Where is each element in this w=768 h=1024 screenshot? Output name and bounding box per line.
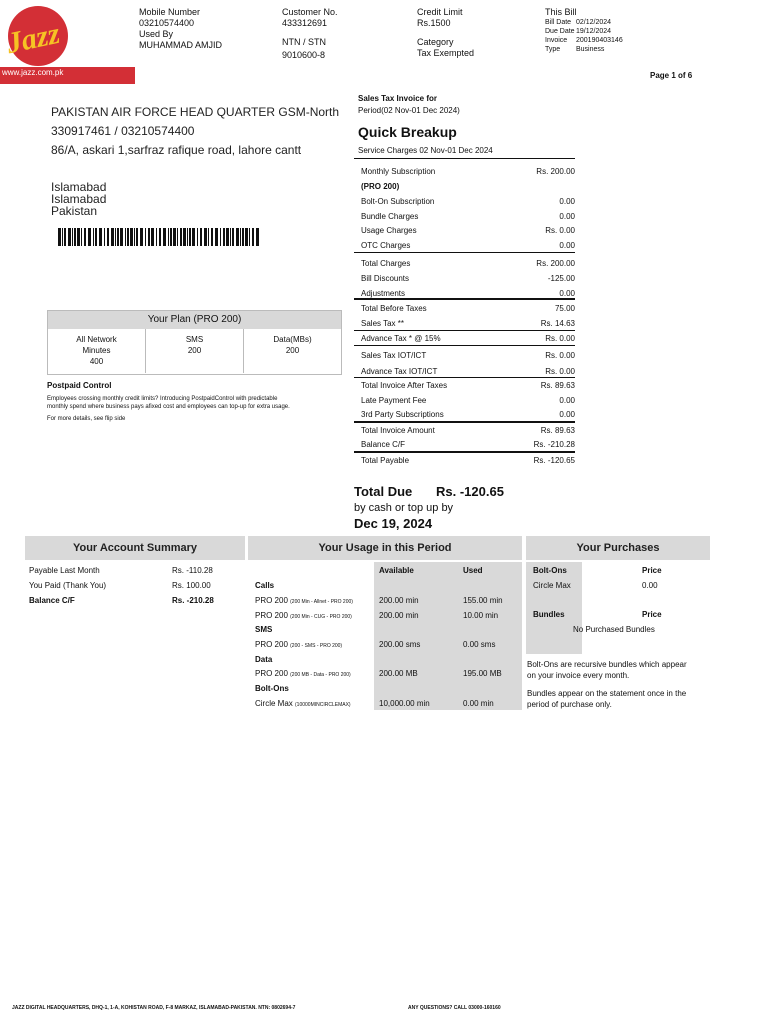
breakup-label: Monthly Subscription: [361, 167, 436, 176]
breakup-value: 0.00: [559, 289, 575, 298]
footer-address: JAZZ DIGITAL HEADQUARTERS, DHQ-1, 1-A, KOHISTAN ROAD, F-8 MARKAZ, ISLAMABAD-PAKISTAN. NTN: 0802694-7: [12, 1005, 296, 1011]
barcode-bar: [127, 228, 129, 246]
usage-available: 200.00 min: [379, 596, 419, 605]
bill-date-label: Bill Date: [545, 19, 572, 26]
plan-box: [47, 310, 342, 375]
plan-sms: [146, 329, 244, 373]
customer-block: [282, 7, 338, 61]
website-link[interactable]: www.jazz.com.pk: [2, 68, 64, 77]
breakup-value: 75.00: [554, 304, 575, 313]
barcode-bar: [163, 228, 166, 246]
breakup-row-monthly-subscription: [354, 164, 575, 179]
purchases-boltons-head: Bolt-Ons: [533, 566, 567, 575]
total-due-label: Total Due: [354, 484, 413, 499]
barcode-bar: [208, 228, 209, 246]
breakup-value: Rs. 0.00: [545, 334, 575, 343]
summary-label-paid: You Paid (Thank You): [29, 581, 107, 590]
usage-grey-column: [374, 562, 522, 710]
usage-used: 155.00 min: [463, 596, 503, 605]
barcode: [58, 228, 260, 246]
invoice-label: Invoice: [545, 37, 568, 44]
postpaid-title: Postpaid Control: [47, 381, 112, 390]
purchases-price-head: Price: [642, 566, 662, 575]
barcode-bar: [252, 228, 254, 246]
mobile-number-label: Mobile Number: [139, 7, 201, 17]
summary-value-payable: Rs. -110.28: [172, 566, 213, 575]
barcode-bar: [93, 228, 94, 246]
breakup-label: OTC Charges: [361, 241, 411, 250]
summary-label-balance: Balance C/F: [29, 596, 75, 605]
breakup-label: Bundle Charges: [361, 212, 419, 221]
breakup-row-sales-tax-iot: [354, 348, 575, 363]
city-1: Islamabad: [51, 180, 107, 194]
breakup-label: Adjustments: [361, 289, 406, 298]
credit-block: [417, 7, 474, 59]
plan-minutes-label-2: Minutes: [82, 346, 111, 355]
breakup-label: Advance Tax IOT/ICT: [361, 367, 438, 376]
purchases-note-1b: on your invoice every month.: [527, 671, 630, 680]
postpaid-text-2: monthly spend where business pays afixed cost and employees can top-up for extra usage.: [47, 404, 290, 410]
plan-data: [244, 329, 341, 373]
usage-item-name: PRO 200: [255, 640, 288, 649]
purchases-note-2a: Bundles appear on the statement once in the: [527, 689, 687, 698]
divider: [354, 252, 575, 253]
breakup-row-bolt-on: [354, 194, 575, 209]
usage-row-name: [255, 669, 351, 680]
breakup-value: -125.00: [547, 274, 575, 283]
barcode-bar: [64, 228, 66, 246]
plan-title: Your Plan (PRO 200): [48, 311, 341, 329]
breakup-row-balance-cf: [354, 437, 575, 452]
divider: [354, 345, 575, 346]
barcode-bar: [84, 228, 86, 246]
barcode-bar: [125, 228, 126, 246]
ntn-value: 9010600-8: [282, 50, 326, 60]
customer-no: 433312691: [282, 18, 328, 28]
barcode-bar: [136, 228, 138, 246]
barcode-bar: [204, 228, 207, 246]
used-by-label: Used By: [139, 29, 174, 39]
barcode-bar: [189, 228, 191, 246]
this-bill-block: [545, 7, 623, 54]
summary-label-payable: Payable Last Month: [29, 566, 100, 575]
breakup-label: Balance C/F: [361, 440, 406, 449]
breakup-label: Total Payable: [361, 456, 410, 465]
breakup-value: Rs. -120.65: [533, 456, 575, 465]
country: Pakistan: [51, 204, 98, 218]
plan-columns: [48, 329, 341, 373]
breakup-value: Rs. 89.63: [540, 426, 575, 435]
purchases-bundles-price-head: Price: [642, 610, 662, 619]
usage-header: Your Usage in this Period: [248, 536, 522, 560]
usage-item-detail: (10000MINCIRCLEMAX): [295, 702, 351, 708]
due-date-large: Dec 19, 2024: [354, 516, 433, 531]
sales-tax-invoice-label: Sales Tax Invoice for: [358, 94, 437, 103]
barcode-bar: [240, 228, 241, 246]
usage-used: 10.00 min: [463, 611, 499, 620]
barcode-bar: [256, 228, 259, 246]
plan-data-value: 200: [285, 346, 300, 355]
barcode-bar: [230, 228, 231, 246]
invoice-period: Period(02 Nov-01 Dec 2024): [358, 106, 460, 115]
barcode-bar: [168, 228, 169, 246]
plan-sms-value: 200: [187, 346, 202, 355]
breakup-row-before-taxes: [354, 301, 575, 316]
divider: [354, 158, 575, 159]
usage-item-name: PRO 200: [255, 596, 288, 605]
breakup-row-total-charges: [354, 256, 575, 271]
purchases-circle-max: Circle Max: [533, 581, 571, 590]
barcode-bar: [249, 228, 250, 246]
barcode-bar: [99, 228, 102, 246]
address-line-2: 330917461 / 03210574400: [51, 124, 195, 138]
barcode-bar: [148, 228, 150, 246]
usage-item-name: PRO 200: [255, 669, 288, 678]
breakup-value: 0.00: [559, 410, 575, 419]
due-date-label: Due Date: [545, 28, 575, 35]
barcode-bar: [180, 228, 182, 246]
breakup-value: 0.00: [559, 197, 575, 206]
breakup-label: 3rd Party Subscriptions: [361, 410, 444, 419]
type-value: Business: [576, 46, 605, 53]
category-label: Category: [417, 37, 454, 47]
purchases-header: Your Purchases: [526, 536, 710, 560]
barcode-bar: [111, 228, 114, 246]
barcode-bar: [187, 228, 188, 246]
footer-questions: ANY QUESTIONS? CALL 03000-160160: [408, 1005, 501, 1011]
postpaid-control: [47, 381, 347, 423]
usage-available: 200.00 MB: [379, 669, 418, 678]
plan-minutes: [48, 329, 146, 373]
breakup-value: Rs. 0.00: [545, 367, 575, 376]
breakup-row-otc: [354, 238, 575, 253]
usage-item-detail: (200 Min - CUG - PRO 200): [290, 614, 352, 620]
barcode-bar: [88, 228, 91, 246]
breakup-row-total-payable: [354, 453, 575, 468]
due-date-row: [545, 27, 623, 36]
barcode-bar: [177, 228, 178, 246]
breakup-row-sales-tax: [354, 316, 575, 331]
breakup-label: Advance Tax * @ 15%: [361, 334, 441, 343]
usage-item-name: PRO 200: [255, 611, 288, 620]
usage-row-name: [255, 699, 351, 710]
usage-item-detail: (200 Min - Allnet - PRO 200): [290, 599, 353, 605]
summary-value-paid: Rs. 100.00: [172, 581, 211, 590]
divider: [354, 298, 575, 300]
breakup-label: Bolt-On Subscription: [361, 197, 435, 206]
breakup-plan-name: (PRO 200): [361, 182, 400, 191]
usage-row-name: [255, 640, 342, 651]
breakup-value: Rs. 200.00: [536, 259, 575, 268]
purchases-note-1a: Bolt-Ons are recursive bundles which appear: [527, 660, 687, 669]
barcode-bar: [134, 228, 135, 246]
breakup-value: Rs. 200.00: [536, 167, 575, 176]
breakup-label: Total Invoice After Taxes: [361, 381, 448, 390]
barcode-bar: [211, 228, 213, 246]
breakup-row-after-taxes: [354, 378, 575, 393]
barcode-bar: [156, 228, 157, 246]
postpaid-text-1: Employees crossing monthly credit limits? Introducing PostpaidControl with predictable: [47, 396, 278, 402]
breakup-label: Sales Tax IOT/ICT: [361, 351, 427, 360]
quick-breakup-title: Quick Breakup: [358, 124, 457, 140]
customer-no-label: Customer No.: [282, 7, 338, 17]
mobile-number-block: [139, 7, 222, 51]
purchases-note-2b: period of purchase only.: [527, 700, 612, 709]
usage-available-head: Available: [379, 566, 414, 575]
breakup-row-discounts: [354, 271, 575, 286]
svg-text:Jazz: Jazz: [3, 16, 63, 61]
plan-sms-label: SMS: [185, 335, 204, 344]
breakup-value: 0.00: [559, 396, 575, 405]
invoice-number: 200190403146: [576, 37, 623, 44]
postpaid-more[interactable]: For more details, see flip side: [47, 416, 126, 422]
usage-row-name: [255, 596, 353, 607]
type-row: [545, 45, 623, 54]
mobile-number: 03210574400: [139, 18, 195, 28]
barcode-bar: [183, 228, 186, 246]
total-due-amount: Rs. -120.65: [436, 484, 504, 499]
barcode-bar: [145, 228, 146, 246]
usage-available: 10,000.00 min: [379, 699, 430, 708]
barcode-bar: [173, 228, 176, 246]
service-charges-period: Service Charges 02 Nov-01 Dec 2024: [358, 146, 493, 155]
ntn-label: NTN / STN: [282, 37, 326, 47]
breakup-label: Total Invoice Amount: [361, 426, 435, 435]
barcode-bar: [192, 228, 195, 246]
breakup-value: Rs. 89.63: [540, 381, 575, 390]
barcode-bar: [236, 228, 239, 246]
barcode-bar: [130, 228, 133, 246]
purchases-no-bundles: No Purchased Bundles: [573, 625, 655, 634]
bill-date: 02/12/2024: [576, 19, 612, 26]
barcode-bar: [81, 228, 82, 246]
usage-available: 200.00 min: [379, 611, 419, 620]
barcode-bar: [226, 228, 229, 246]
breakup-value: Rs. 0.00: [545, 351, 575, 360]
barcode-bar: [159, 228, 161, 246]
breakup-value: Rs. 14.63: [540, 319, 575, 328]
barcode-bar: [242, 228, 244, 246]
barcode-bar: [220, 228, 221, 246]
usage-sms-head: SMS: [255, 625, 273, 634]
usage-used-head: Used: [463, 566, 483, 575]
breakup-row-plan: [354, 179, 575, 194]
barcode-bar: [104, 228, 105, 246]
usage-calls-head: Calls: [255, 581, 275, 590]
summary-value-balance: Rs. -210.28: [172, 596, 214, 605]
page-indicator: Page 1 of 6: [650, 71, 693, 80]
barcode-bar: [117, 228, 119, 246]
barcode-bar: [170, 228, 172, 246]
billing-address: [51, 103, 339, 160]
breakup-value: 0.00: [559, 212, 575, 221]
breakup-label: Sales Tax **: [361, 319, 404, 328]
barcode-bar: [74, 228, 76, 246]
usage-available: 200.00 sms: [379, 640, 421, 649]
barcode-bar: [223, 228, 225, 246]
breakup-row-advance-tax: [354, 331, 575, 346]
barcode-bar: [215, 228, 218, 246]
plan-minutes-value: 400: [89, 357, 104, 366]
credit-limit-label: Credit Limit: [417, 7, 463, 17]
usage-item-name: Circle Max: [255, 699, 293, 708]
jazz-logo: [0, 5, 76, 67]
barcode-bar: [62, 228, 63, 246]
usage-row-name: [255, 611, 352, 622]
address-line-3: 86/A, askari 1,sarfraz rafique road, lahore cantt: [51, 143, 302, 157]
usage-data-head: Data: [255, 655, 273, 664]
city-block: [51, 181, 106, 217]
breakup-row-invoice-amount: [354, 423, 575, 438]
breakup-label: Usage Charges: [361, 226, 417, 235]
barcode-bar: [107, 228, 109, 246]
barcode-bar: [77, 228, 80, 246]
usage-used: 0.00 sms: [463, 640, 496, 649]
barcode-bar: [151, 228, 154, 246]
breakup-label: Bill Discounts: [361, 274, 410, 283]
breakup-row-bundle: [354, 209, 575, 224]
usage-boltons-head: Bolt-Ons: [255, 684, 289, 693]
barcode-bar: [200, 228, 202, 246]
barcode-bar: [197, 228, 198, 246]
barcode-bar: [58, 228, 61, 246]
this-bill-label: This Bill: [545, 7, 577, 17]
barcode-bar: [120, 228, 123, 246]
barcode-bar: [95, 228, 97, 246]
due-date: 19/12/2024: [576, 28, 612, 35]
plan-data-label: Data(MBs): [273, 335, 312, 344]
breakup-row-third-party: [354, 407, 575, 422]
barcode-bar: [245, 228, 248, 246]
payment-method: by cash or top up by: [354, 502, 454, 514]
barcode-bar: [72, 228, 73, 246]
bill-date-row: [545, 18, 623, 27]
invoice-row: [545, 36, 623, 45]
breakup-label: Total Charges: [361, 259, 411, 268]
breakup-label: Late Payment Fee: [361, 396, 427, 405]
purchases-circle-price: 0.00: [642, 581, 658, 590]
city-2: Islamabad: [51, 192, 107, 206]
breakup-row-late-fee: [354, 393, 575, 408]
usage-item-detail: (200 MB - Data - PRO 200): [290, 672, 351, 678]
breakup-value: 0.00: [559, 241, 575, 250]
address-line-1: PAKISTAN AIR FORCE HEAD QUARTER GSM-North: [51, 105, 340, 119]
used-by: MUHAMMAD AMJID: [139, 40, 222, 50]
usage-used: 0.00 min: [463, 699, 494, 708]
usage-item-detail: (200 - SMS - PRO 200): [290, 643, 343, 649]
barcode-bar: [232, 228, 234, 246]
barcode-bar: [115, 228, 116, 246]
breakup-label: Total Before Taxes: [361, 304, 427, 313]
type-label: Type: [545, 46, 561, 53]
barcode-bar: [140, 228, 143, 246]
category-value: Tax Exempted: [417, 48, 475, 58]
account-summary-header: Your Account Summary: [25, 536, 245, 560]
purchases-bundles-head: Bundles: [533, 610, 565, 619]
breakup-value: Rs. -210.28: [533, 440, 575, 449]
plan-minutes-label: All Network: [76, 335, 117, 344]
breakup-value: Rs. 0.00: [545, 226, 575, 235]
barcode-bar: [68, 228, 71, 246]
credit-limit: Rs.1500: [417, 18, 451, 28]
breakup-row-usage: [354, 223, 575, 238]
usage-used: 195.00 MB: [463, 669, 502, 678]
